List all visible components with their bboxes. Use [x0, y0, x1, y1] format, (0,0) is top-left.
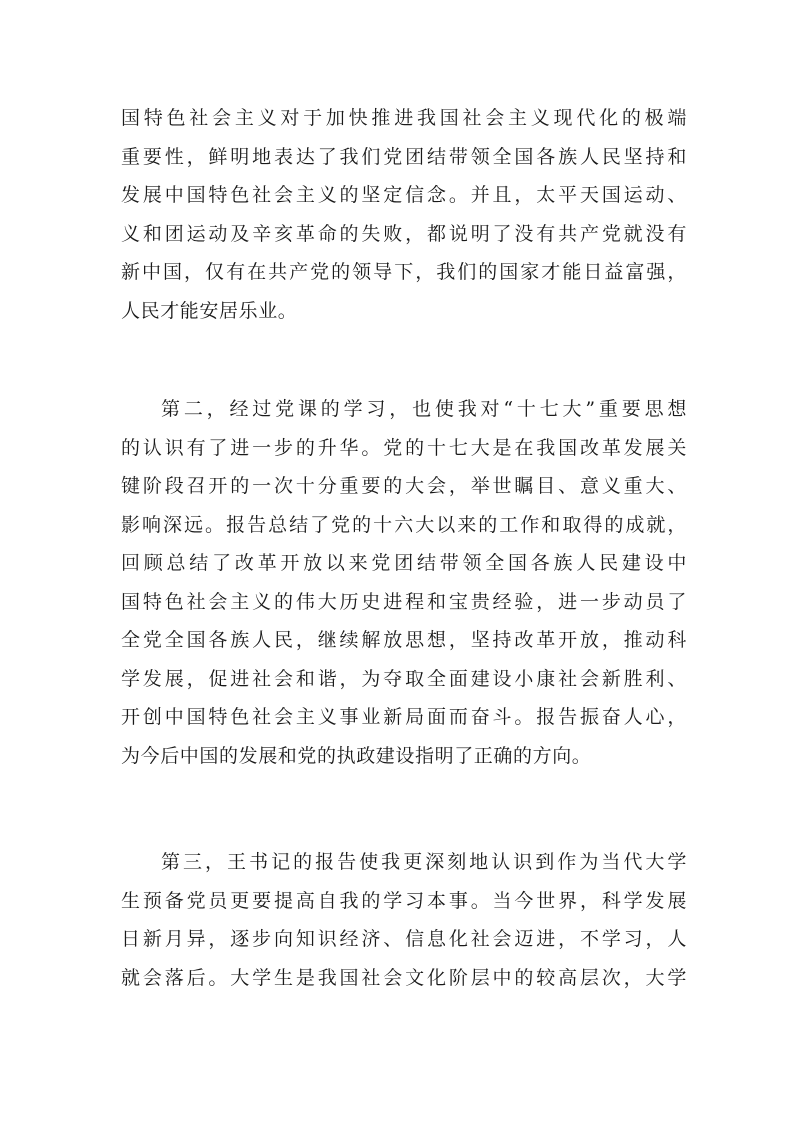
paragraph-line: 新中国，仅有在共产党的领导下，我们的国家才能日益富强， [121, 261, 687, 283]
paragraph-line: 第二，经过党课的学习，也使我对“十七大”重要思想 [161, 398, 687, 420]
paragraph-2 [121, 390, 687, 775]
paragraph-line: 国特色社会主义对于加快推进我国社会主义现代化的极端 [121, 107, 687, 129]
paragraph-line: 生预备党员更要提高自我的学习本事。当今世界，科学发展 [121, 889, 687, 912]
paragraph-line: 人民才能安居乐业。 [121, 299, 298, 322]
paragraph-line: 学发展，促进社会和谐，为夺取全面建设小康社会新胜利、 [121, 667, 687, 690]
paragraph-line: 开创中国特色社会主义事业新局面而奋斗。报告振奋人心， [121, 706, 687, 728]
paragraph-line: 回顾总结了改革开放以来党团结带领全国各族人民建设中 [121, 552, 687, 574]
paragraph-line: 就会落后。大学生是我国社会文化阶层中的较高层次，大学 [121, 966, 687, 989]
paragraph-line: 第三，王书记的报告使我更深刻地认识到作为当代大学 [161, 851, 687, 873]
paragraph-line: 日新月异，逐步向知识经济、信息化社会迈进，不学习，人 [121, 928, 687, 950]
paragraph-line: 为今后中国的发展和党的执政建设指明了正确的方向。 [121, 744, 592, 767]
paragraph-line: 的认识有了进一步的升华。党的十七大是在我国改革发展关 [121, 436, 687, 459]
paragraph-line: 影响深远。报告总结了党的十六大以来的工作和取得的成就， [121, 513, 687, 536]
paragraph-line: 国特色社会主义的伟大历史进程和宝贵经验，进一步动员了 [121, 590, 687, 613]
paragraph-line: 重要性，鲜明地表达了我们党团结带领全国各族人民坚持和 [121, 145, 687, 168]
paragraph-line: 键阶段召开的一次十分重要的大会，举世瞩目、意义重大、 [121, 475, 687, 497]
paragraph-line: 发展中国特色社会主义的坚定信念。并且，太平天国运动、 [121, 184, 687, 206]
paragraph-line: 义和团运动及辛亥革命的失败，都说明了没有共产党就没有 [121, 222, 687, 245]
paragraph-1 [121, 99, 687, 330]
paragraph-3 [121, 843, 687, 997]
paragraph-line: 全党全国各族人民，继续解放思想，坚持改革开放，推动科 [121, 629, 687, 651]
